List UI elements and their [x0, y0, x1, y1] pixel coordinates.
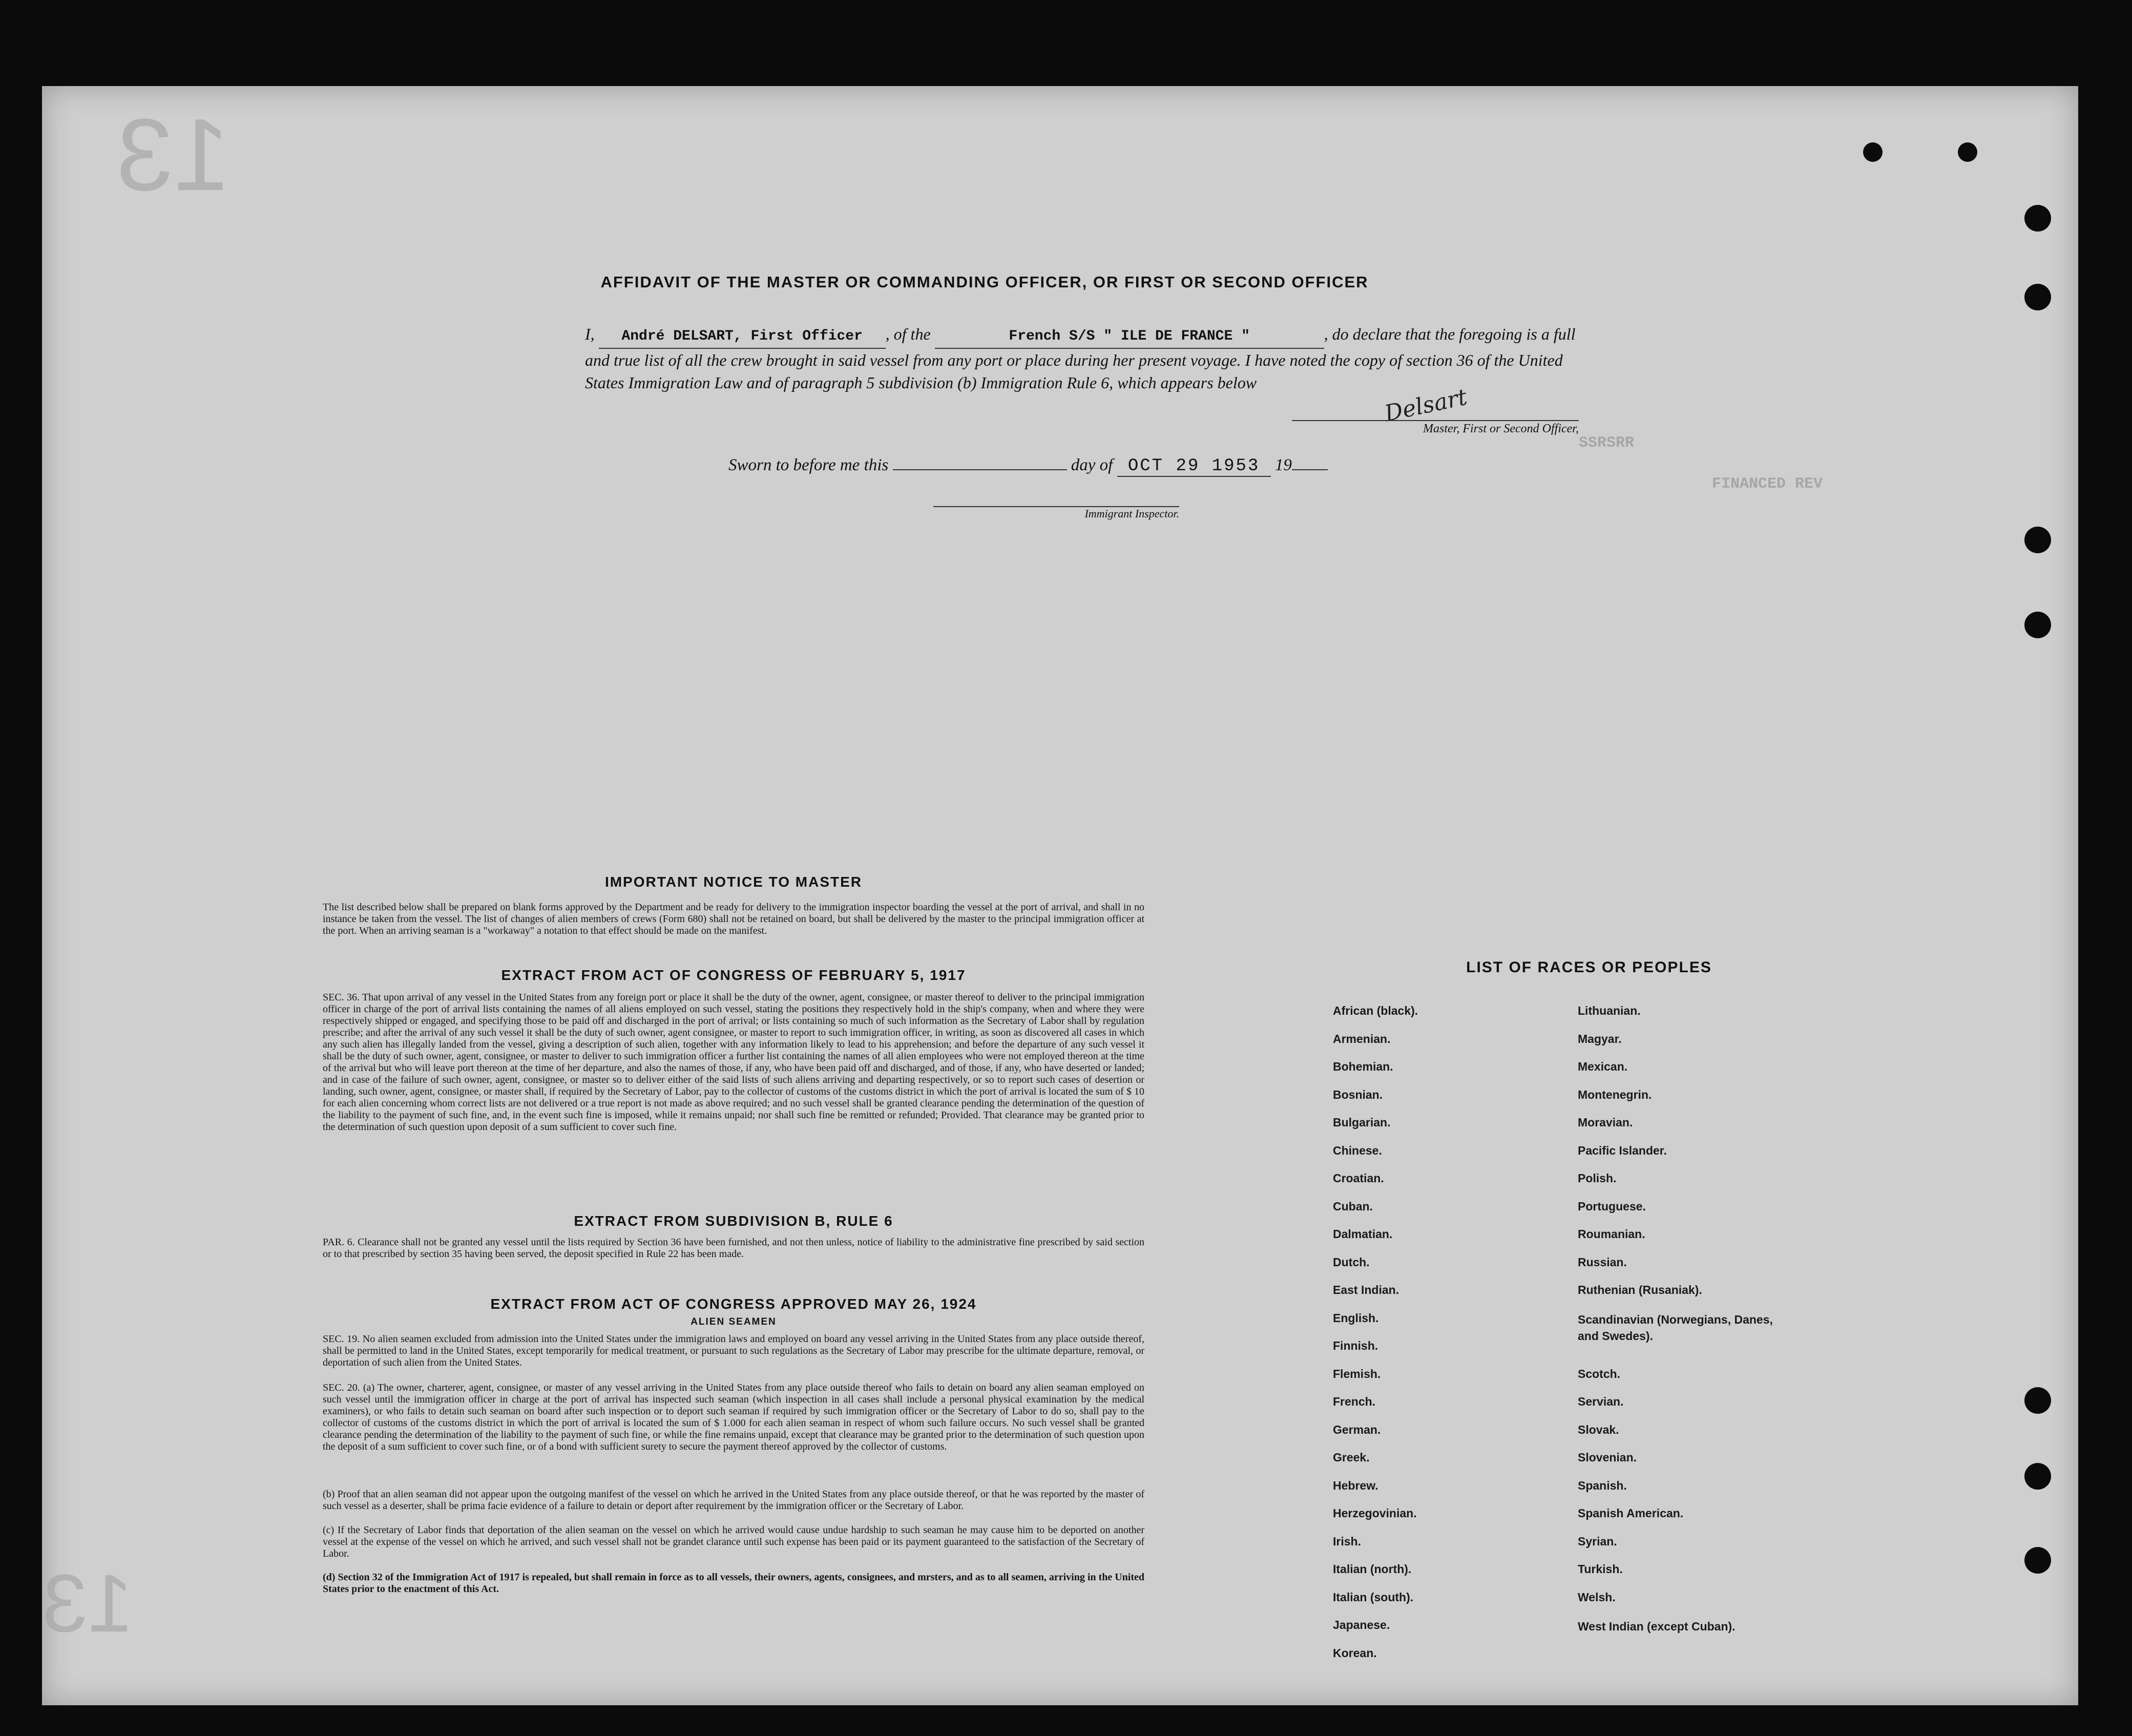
race-item: Dutch.: [1333, 1255, 1370, 1269]
race-item: Flemish.: [1333, 1367, 1381, 1381]
race-item: Cuban.: [1333, 1199, 1373, 1213]
declaration-paragraph: [585, 323, 1579, 394]
date-stamp: OCT 29 1953: [1117, 456, 1271, 477]
immigrant-inspector-line: Immigrant Inspector.: [933, 506, 1179, 520]
race-item: Herzegovinian.: [1333, 1507, 1417, 1520]
race-item: Dalmatian.: [1333, 1227, 1393, 1241]
sworn-statement: [728, 456, 1328, 477]
extract-1917-title: EXTRACT FROM ACT OF CONGRESS OF FEBRUARY 5, 1917: [501, 967, 966, 983]
race-item: Syrian.: [1578, 1534, 1617, 1548]
declaration-pronoun: I,: [585, 325, 595, 343]
punch-hole: [1958, 142, 1977, 162]
punch-hole: [2024, 205, 2051, 232]
races-right-column: [1578, 1004, 1793, 1674]
vessel-name-field: French S/S " ILE DE FRANCE ": [935, 325, 1324, 349]
declare-text: , do declare: [1324, 325, 1402, 343]
sworn-day-field: [893, 469, 1067, 470]
extract-1924-sec19: SEC. 19. No alien seamen excluded from admission into the United States under the immigration laws and employed on board any vessel arriving in the United States from any place outside thereof, shall be permitted to land in the United States, except temporarily for medical treatment, or pursuant to such regulations as the Secretary of Labor may prescribe for the ultimate departure, removal, or deportation of such alien from the United States.: [323, 1333, 1144, 1368]
race-item: German.: [1333, 1423, 1381, 1436]
race-item: Mexican.: [1578, 1060, 1628, 1073]
extract-1917-body: SEC. 36. That upon arrival of any vessel in the United States from any foreign port or place it shall be the duty of the owner, agent, consignee, or master thereof to deliver to the principal immigration officer in charge of the port of arrival lists containing the names of all aliens employed on such vessel, stating the positions they respectively hold in the ship's company, when and where they were respectively shipped or engaged, and specifying those to be paid off and discharged in the port of arrival; or lists containing so much of such information as the Secretary of Labor shall by regulation prescribe; and after the arrival of any such vessel it shall be the duty of such owner, agent consignee, or master to report to such immigration officer, in writing, as soon as discovered all cases in which any such alien has illegally landed from the vessel, giving a description of such alien, together with any information likely to lead to his apprehension; and before the departure of any such vessel it shall be the duty of such owner, agent, consignee, or master to deliver to such immigration officer a further list containing the names of all alien employees who were not employed thereon at the time of the arrival but who will leave port thereon at the time of her departure, and also the names of those, if any, who have been paid off and discharged, and of those, if any, who have deserted or landed; and in case of the failure of such owner, agent, consignee, or master so to deliver either of the said lists of such aliens arriving and departing respectively, or so to report such cases of desertion or landing, such owner, agent, consignee, or master shall, if required by the Secretary of Labor, pay to the collector of customs of the customs district in which the port of arrival is located the sum of $ 10 for each alien concerning whom correct lists are not delivered or a true report is not made as above required; and no such vessel shall be granted clearance pending the determination of the question of the liability to the payment of such fine, and, in the event such fine is imposed, while it remains unpaid; nor shall such fine be remitted or refunded; Provided. That clearance may be granted prior to the determination of such question upon deposit of a sum sufficient to cover such fine.: [323, 992, 1144, 1133]
of-the-text: , of the: [885, 325, 931, 343]
punch-hole: [2024, 1387, 2051, 1414]
race-item: Bohemian.: [1333, 1060, 1393, 1073]
race-item: Spanish American.: [1578, 1507, 1684, 1520]
race-item: Montenegrin.: [1578, 1087, 1652, 1101]
extract-1924-sec20: SEC. 20. (a) The owner, charterer, agent, consignee, or master of any vessel arriving in the United States from any place outside thereof who fails to detain on board any alien seaman employed on such vessel until the immigration officer in charge at the port of arrival has inspected such seaman (which inspection in all cases shall include a personal physical examination by the medical examiners), or who fails to detain such seaman on board after such inspection or to deport such seaman if required by such immigration officer or the Secretary of Labor to do so, shall pay to the collector of customs of the customs district in which the port of arrival is located the sum of $ 1.000 for each alien seaman in respect of whom such failure occurs. No such vessel shall be granted clearance pending the determination of the liability to the payment of such fine, or while the fine remains unpaid, except that clearance may be granted prior to the determination of such question upon the deposit of a sum sufficient to cover such fine, or of a bond with sufficient surety to secure the payment thereof approved by the collector of customs.: [323, 1382, 1144, 1452]
race-item: Magyar.: [1578, 1032, 1622, 1045]
race-item: Lithuanian.: [1578, 1004, 1641, 1017]
race-item: Scotch.: [1578, 1367, 1621, 1381]
race-item: Welsh.: [1578, 1590, 1616, 1604]
extract-1924-sec20-c: (c) If the Secretary of Labor finds that deportation of the alien seaman on the vessel on which he arrived would cause undue hardship to such seaman he may cause him to be deported on another vessel at the expense of the vessel on which he arrived, and such vessel shall not be grandet clarance until such expense has been paid or its payment guaranteed to the satisfaction of the Secretary of Labor.: [323, 1524, 1144, 1559]
extract-rule6-title: EXTRACT FROM SUBDIVISION B, RULE 6: [574, 1213, 893, 1229]
race-item: Moravian.: [1578, 1116, 1633, 1129]
race-item: Greek.: [1333, 1451, 1370, 1464]
race-item: Turkish.: [1578, 1562, 1623, 1576]
punch-hole: [2024, 1547, 2051, 1574]
race-item: Slovak.: [1578, 1423, 1619, 1436]
race-item: Korean.: [1333, 1646, 1377, 1660]
race-item: Croatian.: [1333, 1172, 1384, 1185]
race-item: Hebrew.: [1333, 1478, 1378, 1492]
affidavit-title: AFFIDAVIT OF THE MASTER OR COMMANDING OFFICER, OR FIRST OR SECOND OFFICER: [600, 273, 1369, 291]
extract-1924-sec20-b: (b) Proof that an alien seaman did not appear upon the outgoing manifest of the vessel on which he arrived in the United States from any place outside thereof, or that he was reported by the master of such vessel as a deserter, shall be prima facie evidence of a failure to detain or deport after requirement by the immigration officer or the Secretary of Labor.: [323, 1489, 1144, 1512]
punch-hole: [2024, 1463, 2051, 1490]
bleed-through-row: SSRSRR: [1579, 434, 1635, 452]
race-item: Bulgarian.: [1333, 1116, 1391, 1129]
race-item: Polish.: [1578, 1172, 1617, 1185]
race-item: Servian.: [1578, 1395, 1624, 1408]
race-item: Italian (south).: [1333, 1590, 1414, 1604]
extract-1924-title: EXTRACT FROM ACT OF CONGRESS APPROVED MAY 26, 1924: [490, 1296, 977, 1312]
race-item: Scandinavian (Norwegians, Danes, and Swedes).: [1578, 1312, 1773, 1343]
race-item: Irish.: [1333, 1534, 1361, 1548]
punch-hole: [2024, 284, 2051, 310]
officer-signature-line: Master, First or Second Officer,: [1292, 420, 1579, 436]
punch-hole: [2024, 612, 2051, 638]
race-item: Slovenian.: [1578, 1451, 1637, 1464]
races-list-title: LIST OF RACES OR PEOPLES: [1466, 959, 1712, 976]
race-item: Pacific Islander.: [1578, 1143, 1667, 1157]
race-item: French.: [1333, 1395, 1376, 1408]
notice-body: The list described below shall be prepared on blank forms approved by the Department and be ready for delivery to the immigration inspector boarding the vessel at the port of arrival, and shall in no instance be taken from the vessel. The list of changes of alien members of crews (Form 680) shall not be retained on board, but shall be delivered by the master to the principal immigration officer at the port. When an arriving seaman is a "workaway" a notation to that effect should be made on the manifest.: [323, 902, 1144, 936]
race-item: Finnish.: [1333, 1339, 1378, 1352]
race-item: Italian (north).: [1333, 1562, 1412, 1576]
year-prefix: 19: [1274, 456, 1292, 474]
sworn-text: Sworn to before me this: [728, 456, 889, 474]
punch-hole: [1863, 142, 1883, 162]
notice-title: IMPORTANT NOTICE TO MASTER: [604, 874, 863, 890]
race-item: East Indian.: [1333, 1283, 1399, 1296]
declaration-body: that the foregoing is a full and true list of all the crew brought in said vessel from any port or place during her present voyage. I have noted the copy of section 36 of the United States Immigration Law and of paragraph 5 subdivision (b) Immigration Rule 6, which appears below: [585, 325, 1576, 392]
officer-name-field: André DELSART, First Officer: [599, 325, 886, 349]
race-item: Japanese.: [1333, 1618, 1390, 1632]
race-item: West Indian (except Cuban).: [1578, 1620, 1736, 1633]
races-left-column: [1333, 1004, 1548, 1674]
page-number-bottom: 13: [42, 1557, 133, 1649]
race-item: Portuguese.: [1578, 1199, 1646, 1213]
page-number-top: 13: [116, 98, 231, 212]
extract-rule6-body: PAR. 6. Clearance shall not be granted any vessel until the lists required by Section 36 have been furnished, and not then unless, notice of liability to the administrative fine prescribed by said section or to that prescribed by section 35 having been served, the deposit specified in Rule 22 has been made.: [323, 1237, 1144, 1260]
race-item: Ruthenian (Rusaniak).: [1578, 1283, 1702, 1296]
race-item: Armenian.: [1333, 1032, 1391, 1045]
race-item: African (black).: [1333, 1004, 1418, 1017]
race-item: Spanish.: [1578, 1478, 1627, 1492]
bleed-through-row: FINANCED REV: [1712, 475, 1823, 493]
extract-1924-subtitle: ALIEN SEAMEN: [691, 1316, 777, 1327]
officer-signature: Delsart: [1382, 384, 1470, 427]
extract-1924-sec20-d: (d) Section 32 of the Immigration Act of 1917 is repealed, but shall remain in force as to all vessels, their owners, agents, consignees, and mrsters, and as to all seamen, arriving in the United States prior to the enactment of this Act.: [323, 1572, 1144, 1595]
race-item: Roumanian.: [1578, 1227, 1645, 1241]
race-item: Russian.: [1578, 1255, 1627, 1269]
day-of-text: day of: [1071, 456, 1113, 474]
race-item: English.: [1333, 1311, 1379, 1325]
race-item: Bosnian.: [1333, 1087, 1383, 1101]
document-sheet: [42, 86, 2078, 1705]
punch-hole: [2024, 527, 2051, 553]
race-item: Chinese.: [1333, 1143, 1382, 1157]
year-field: [1292, 469, 1328, 470]
